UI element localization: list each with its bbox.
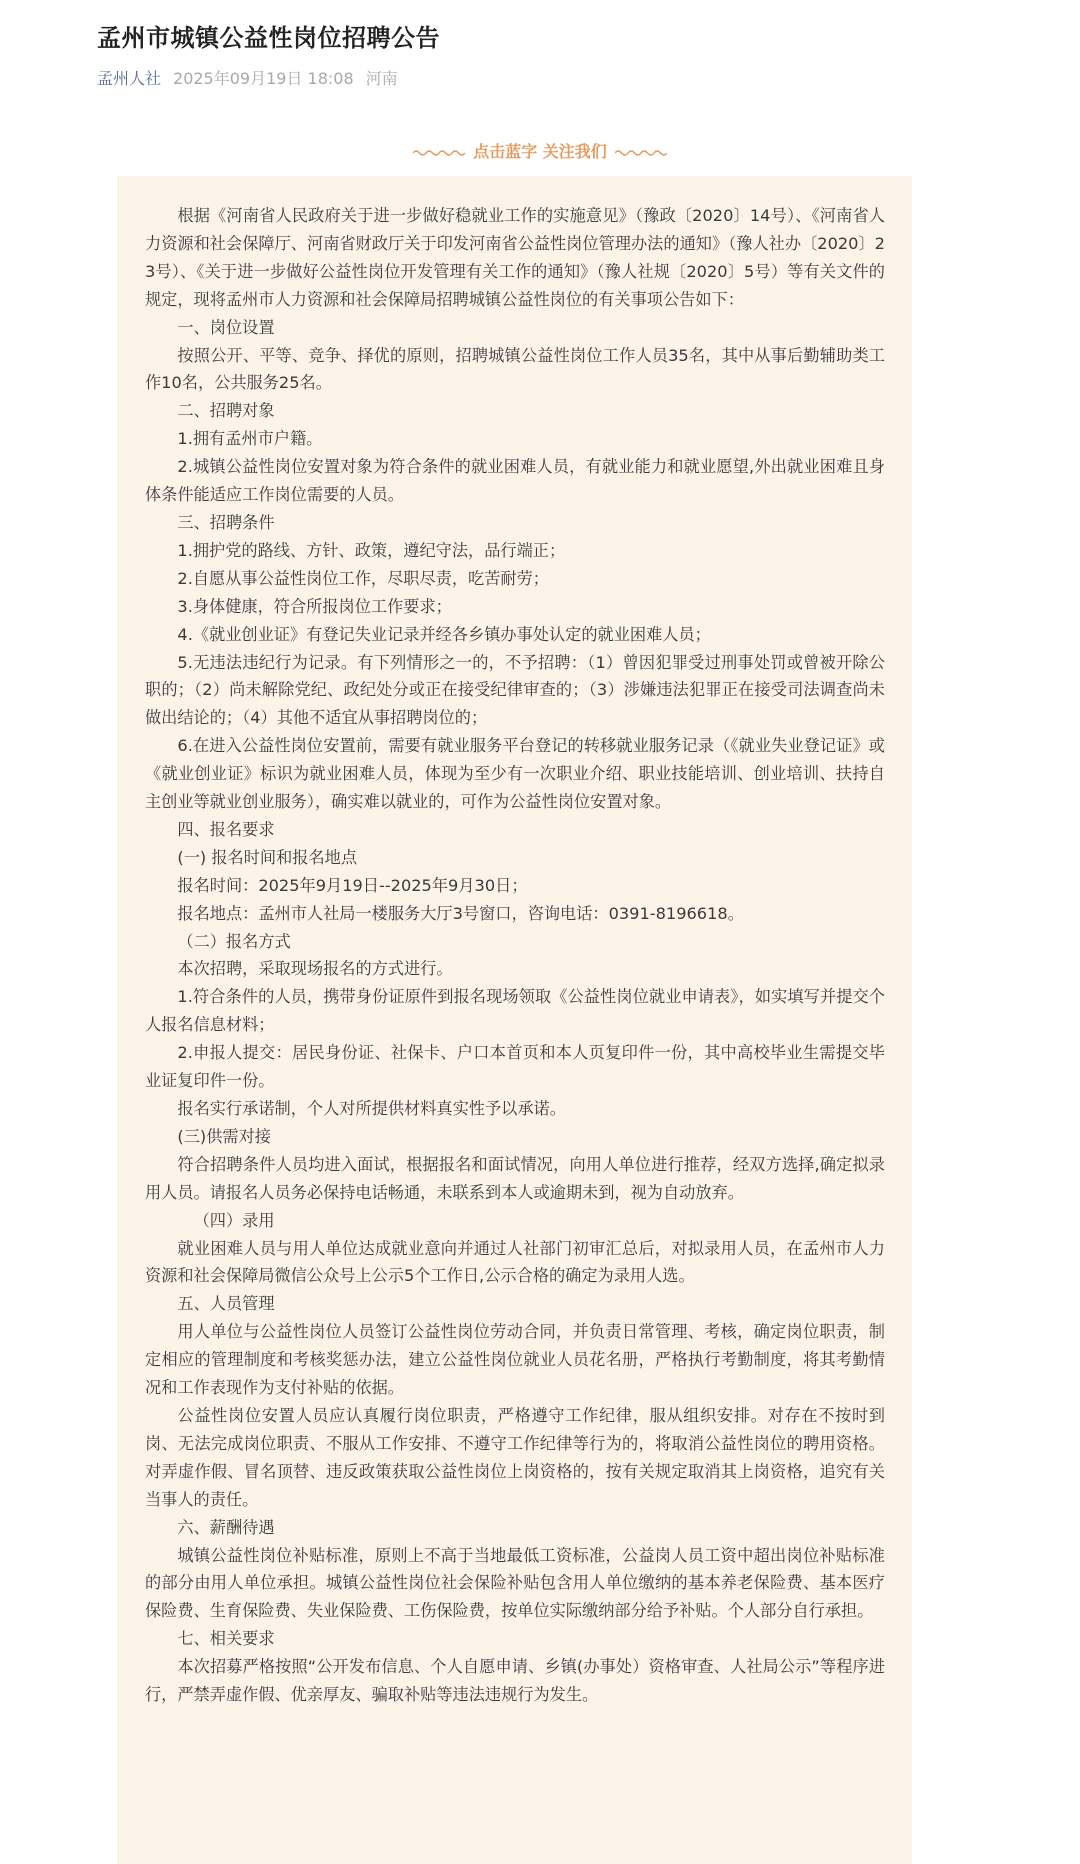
- subsection-heading: (一) 报名时间和报名地点: [177, 847, 358, 867]
- section-heading: 六、薪酬待遇: [177, 1517, 275, 1537]
- publish-location: 河南: [365, 69, 398, 88]
- list-item: 4.《就业创业证》有登记失业记录并经各乡镇办事处认定的就业困难人员；: [177, 624, 711, 644]
- wave-left-decoration: [413, 149, 465, 157]
- section-heading: 一、岗位设置: [177, 317, 275, 337]
- paragraph: 报名时间：2025年9月19日--2025年9月30日；: [177, 875, 528, 895]
- paragraph: 本次招聘，采取现场报名的方式进行。: [177, 959, 453, 979]
- paragraph: 按照公开、平等、竞争、择优的原则，招聘城镇公益性岗位工作人员35名，其中从事后勤辅助类工作10名，公共服务25名。: [145, 345, 885, 393]
- section-heading: 七、相关要求: [177, 1629, 275, 1649]
- section-heading: 二、招聘对象: [177, 401, 275, 421]
- subsection-heading: (三)供需对接: [177, 1126, 271, 1146]
- list-item: 1.符合条件的人员，携带身份证原件到报名现场领取《公益性岗位就业申请表》，如实填写并提交个人报名信息材料；: [145, 987, 885, 1035]
- list-item: 2.申报人提交：居民身份证、社保卡、户口本首页和本人页复印件一份，其中高校毕业生需提交毕业证复印件一份。: [145, 1043, 885, 1091]
- intro-paragraph: 根据《河南省人民政府关于进一步做好稳就业工作的实施意见》（豫政〔2020〕14号）、《河南省人力资源和社会保障厅、河南省财政厅关于印发河南省公益性岗位管理办法的通知》（豫人社办〔2020〕23号）、《关于进一步做好公益性岗位开发管理有关工作的通知》（豫人社规〔2020〕5号）等有关文件的规定，现将孟州市人力资源和社会保障局招聘城镇公益性岗位的有关事项公告如下：: [145, 206, 885, 309]
- list-item: 2.城镇公益性岗位安置对象为符合条件的就业困难人员，有就业能力和就业愿望,外出就业困难且身体条件能适应工作岗位需要的人员。: [145, 457, 885, 505]
- article-meta: [97, 66, 398, 89]
- list-item: 1.拥有孟州市户籍。: [177, 429, 323, 449]
- author-link[interactable]: 孟州人社: [97, 69, 162, 88]
- paragraph: 城镇公益性岗位补贴标准，原则上不高于当地最低工资标准，公益岗人员工资中超出岗位补贴标准的部分由用人单位承担。城镇公益性岗位社会保险补贴包含用人单位缴纳的基本养老保险费、基本医疗保险费、生育保险费、失业保险费、工伤保险费，按单位实际缴纳部分给予补贴。个人部分自行承担。: [145, 1545, 885, 1621]
- follow-banner[interactable]: [0, 139, 1080, 162]
- list-item: 6.在进入公益性岗位安置前，需要有就业服务平台登记的转移就业服务记录（《就业失业登记证》或《就业创业证》标识为就业困难人员，体现为至少有一次职业介绍、职业技能培训、创业培训、扶持自主创业等就业创业服务），确实难以就业的，可作为公益性岗位安置对象。: [145, 736, 885, 812]
- section-heading: 三、招聘条件: [177, 512, 275, 532]
- follow-banner-text: 点击蓝字 关注我们: [473, 142, 607, 161]
- announcement-body: [117, 176, 912, 1864]
- publish-time: 2025年09月19日 18:08: [173, 69, 354, 88]
- paragraph: 报名地点：孟州市人社局一楼服务大厅3号窗口，咨询电话：0391-8196618。: [177, 903, 744, 923]
- article-title: 孟州市城镇公益性岗位招聘公告: [97, 24, 440, 52]
- list-item: 2.自愿从事公益性岗位工作，尽职尽责，吃苦耐劳；: [177, 568, 549, 588]
- list-item: 5.无违法违纪行为记录。有下列情形之一的，不予招聘：（1）曾因犯罪受过刑事处罚或曾被开除公职的；（2）尚未解除党纪、政纪处分或正在接受纪律审查的；（3）涉嫌违法犯罪正在接受司法调查尚未做出结论的；（4）其他不适宜从事招聘岗位的；: [145, 652, 885, 728]
- paragraph: 符合招聘条件人员均进入面试，根据报名和面试情况，向用人单位进行推荐，经双方选择,确定拟录用人员。请报名人员务必保持电话畅通，未联系到本人或逾期未到，视为自动放弃。: [145, 1154, 885, 1202]
- paragraph: 报名实行承诺制，个人对所提供材料真实性予以承诺。: [177, 1099, 566, 1118]
- paragraph: 公益性岗位安置人员应认真履行岗位职责，严格遵守工作纪律，服从组织安排。对存在不按时到岗、无法完成岗位职责、不服从工作安排、不遵守工作纪律等行为的，将取消公益性岗位的聘用资格。对弄虚作假、冒名顶替、违反政策获取公益性岗位上岗资格的，按有关规定取消其上岗资格，追究有关当事人的责任。: [145, 1405, 885, 1509]
- paragraph: 本次招募严格按照“公开发布信息、个人自愿申请、乡镇(办事处）资格审查、人社局公示”等程序进行，严禁弄虚作假、优亲厚友、骗取补贴等违法违规行为发生。: [145, 1657, 885, 1705]
- subsection-heading: （四）录用: [193, 1210, 275, 1230]
- section-heading: 五、人员管理: [177, 1294, 275, 1314]
- paragraph: 就业困难人员与用人单位达成就业意向并通过人社部门初审汇总后，对拟录用人员，在孟州市人力资源和社会保障局微信公众号上公示5个工作日,公示合格的确定为录用人选。: [145, 1238, 885, 1286]
- list-item: 1.拥护党的路线、方针、政策，遵纪守法，品行端正；: [177, 540, 566, 560]
- subsection-heading: （二）报名方式: [177, 931, 291, 951]
- list-item: 3.身体健康，符合所报岗位工作要求；: [177, 596, 452, 616]
- paragraph: 用人单位与公益性岗位人员签订公益性岗位劳动合同，并负责日常管理、考核，确定岗位职责，制定相应的管理制度和考核奖惩办法，建立公益性岗位就业人员花名册，严格执行考勤制度，将其考勤情况和工作表现作为支付补贴的依据。: [145, 1322, 885, 1398]
- wave-right-decoration: [615, 149, 667, 157]
- section-heading: 四、报名要求: [177, 819, 275, 839]
